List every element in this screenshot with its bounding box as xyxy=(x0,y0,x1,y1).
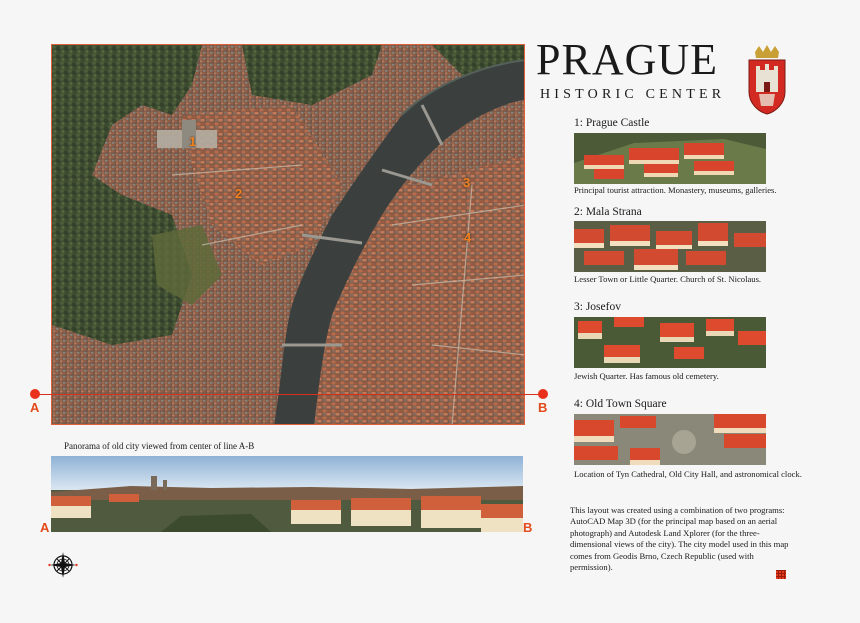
credits-note: This layout was created using a combination of two programs: AutoCAD Map 3D (for the principal map based on an aerial photograph) and Autodesk Land Xplorer (for the three-dimensional views of the city). The city model used in this map comes from Geodis Brno, Czech Republic (used with permission). xyxy=(570,505,789,573)
panorama-view xyxy=(51,456,523,532)
map-marker-2[interactable]: 2 xyxy=(235,186,243,201)
mala-strana-3d-view xyxy=(574,221,766,272)
entry-description-josefov: Jewish Quarter. Has famous old cemetery. xyxy=(574,371,719,381)
page-title: PRAGUE xyxy=(536,35,719,84)
section-line xyxy=(35,394,543,395)
castle-3d-view xyxy=(574,133,766,184)
section-start-dot xyxy=(30,389,40,399)
entry-heading-castle: 1: Prague Castle xyxy=(574,117,650,129)
panorama-left-label: A xyxy=(40,520,50,535)
entry-heading-old-town: 4: Old Town Square xyxy=(574,398,667,410)
entry-description-mala-strana: Lesser Town or Little Quarter. Church of St. Nicolaus. xyxy=(574,274,762,284)
section-end-label: B xyxy=(538,400,548,415)
old-town-3d-view xyxy=(574,414,766,465)
compass-rose-icon xyxy=(48,550,78,580)
josefov-3d-view xyxy=(574,317,766,368)
map-marker-1[interactable]: 1 xyxy=(189,134,197,149)
section-end-dot xyxy=(538,389,548,399)
entry-heading-josefov: 3: Josefov xyxy=(574,301,621,313)
entry-description-castle: Principal tourist attraction. Monastery, museums, galleries. xyxy=(574,185,777,195)
entry-heading-mala-strana: 2: Mala Strana xyxy=(574,206,642,218)
grid-logo-icon xyxy=(776,570,786,579)
map-marker-4[interactable]: 4 xyxy=(464,230,472,245)
coat-of-arms-icon xyxy=(745,44,789,116)
section-start-label: A xyxy=(30,400,40,415)
map-marker-3[interactable]: 3 xyxy=(463,175,471,190)
entry-description-old-town: Location of Tyn Cathedral, Old City Hall, and astronomical clock. xyxy=(574,469,802,479)
page-subtitle: HISTORIC CENTER xyxy=(540,87,726,102)
aerial-photo xyxy=(52,45,525,425)
panorama-caption: Panorama of old city viewed from center of line A-B xyxy=(64,441,255,451)
aerial-map xyxy=(51,44,525,425)
panorama-right-label: B xyxy=(523,520,533,535)
